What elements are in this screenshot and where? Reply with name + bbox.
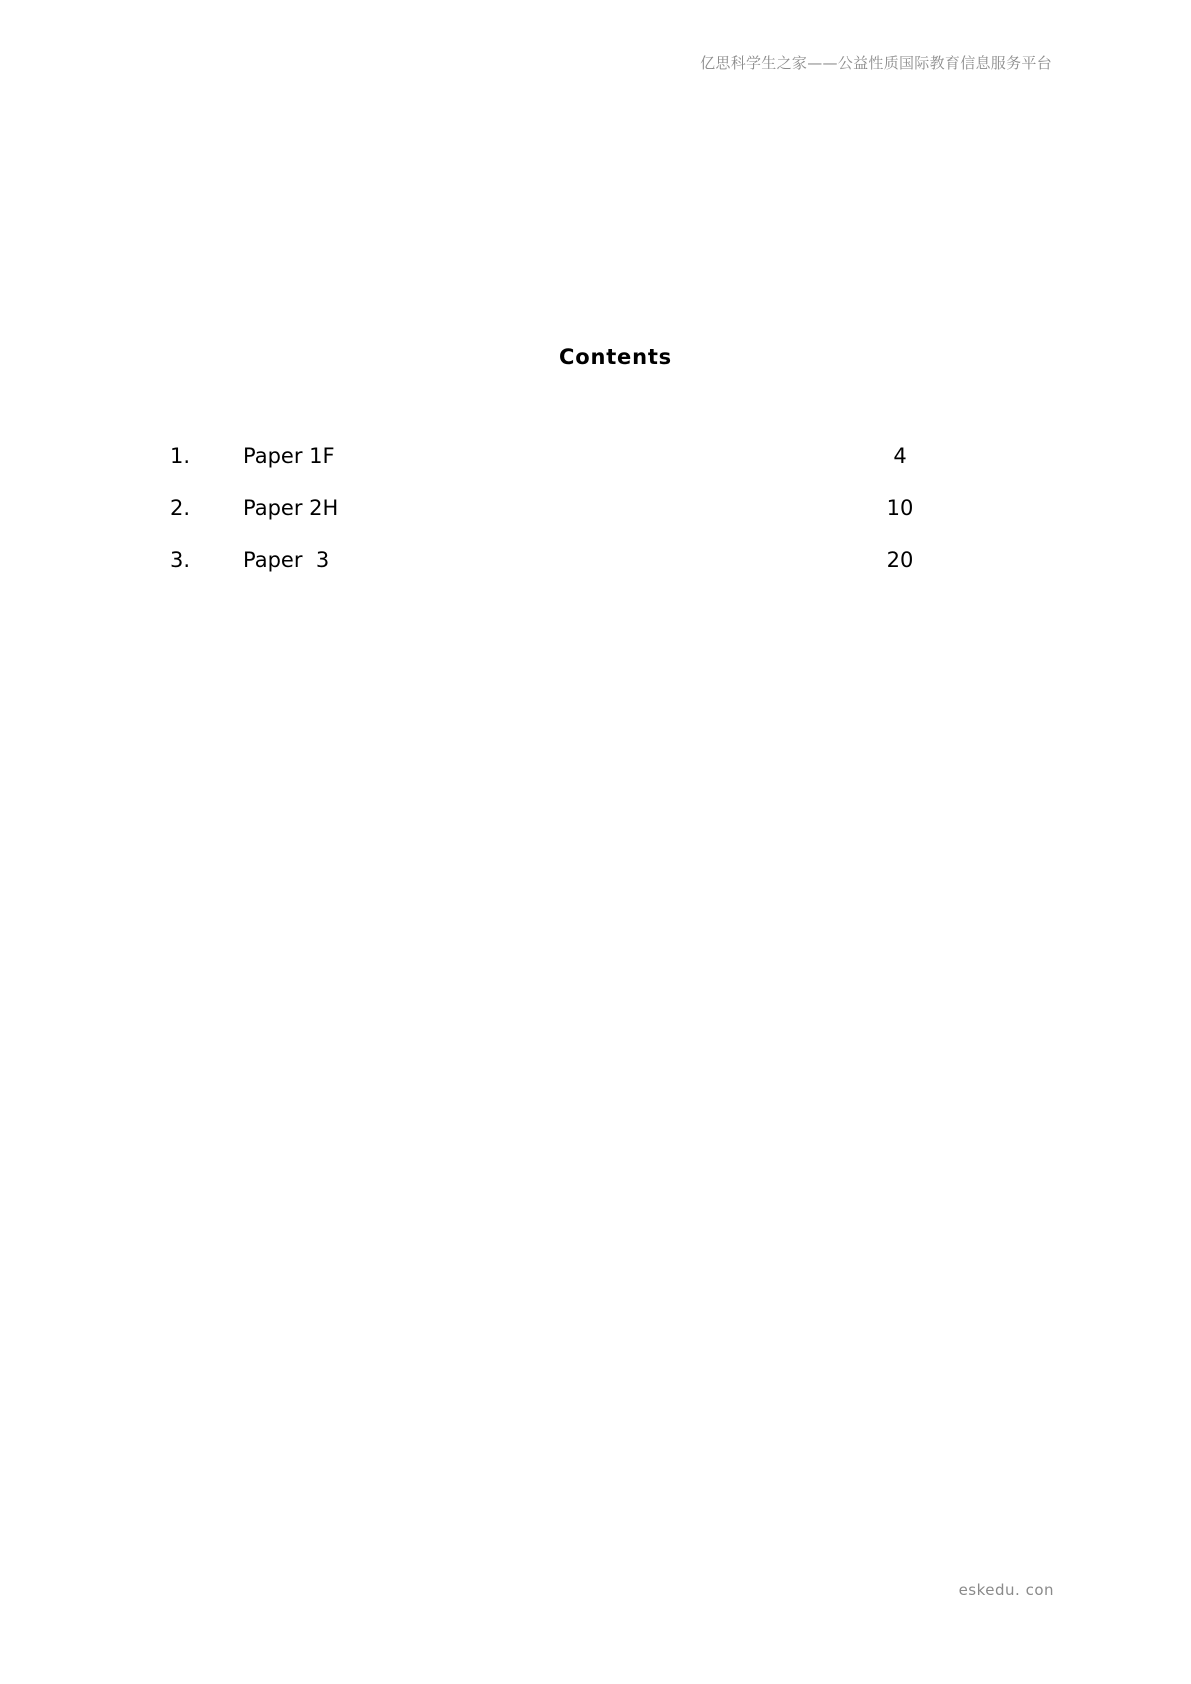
toc-entry-page: 4	[893, 444, 907, 468]
toc-entry[interactable]	[170, 548, 930, 600]
toc-entry-page: 20	[886, 548, 914, 572]
toc-entry-page: 10	[886, 496, 914, 520]
toc-entry-label: Paper 3	[243, 548, 330, 572]
toc-entry-label: Paper 1F	[243, 444, 335, 468]
header-watermark: 亿思科学生之家——公益性质国际教育信息服务平台	[700, 54, 1052, 72]
toc-entry-number: 1.	[170, 444, 191, 468]
page-title: Contents	[559, 345, 672, 369]
table-of-contents	[170, 444, 930, 600]
footer-watermark: eskedu. con	[958, 1581, 1054, 1599]
toc-entry-number: 3.	[170, 548, 191, 572]
toc-entry[interactable]	[170, 444, 930, 496]
toc-entry-number: 2.	[170, 496, 191, 520]
toc-entry[interactable]	[170, 496, 930, 548]
toc-entry-label: Paper 2H	[243, 496, 339, 520]
